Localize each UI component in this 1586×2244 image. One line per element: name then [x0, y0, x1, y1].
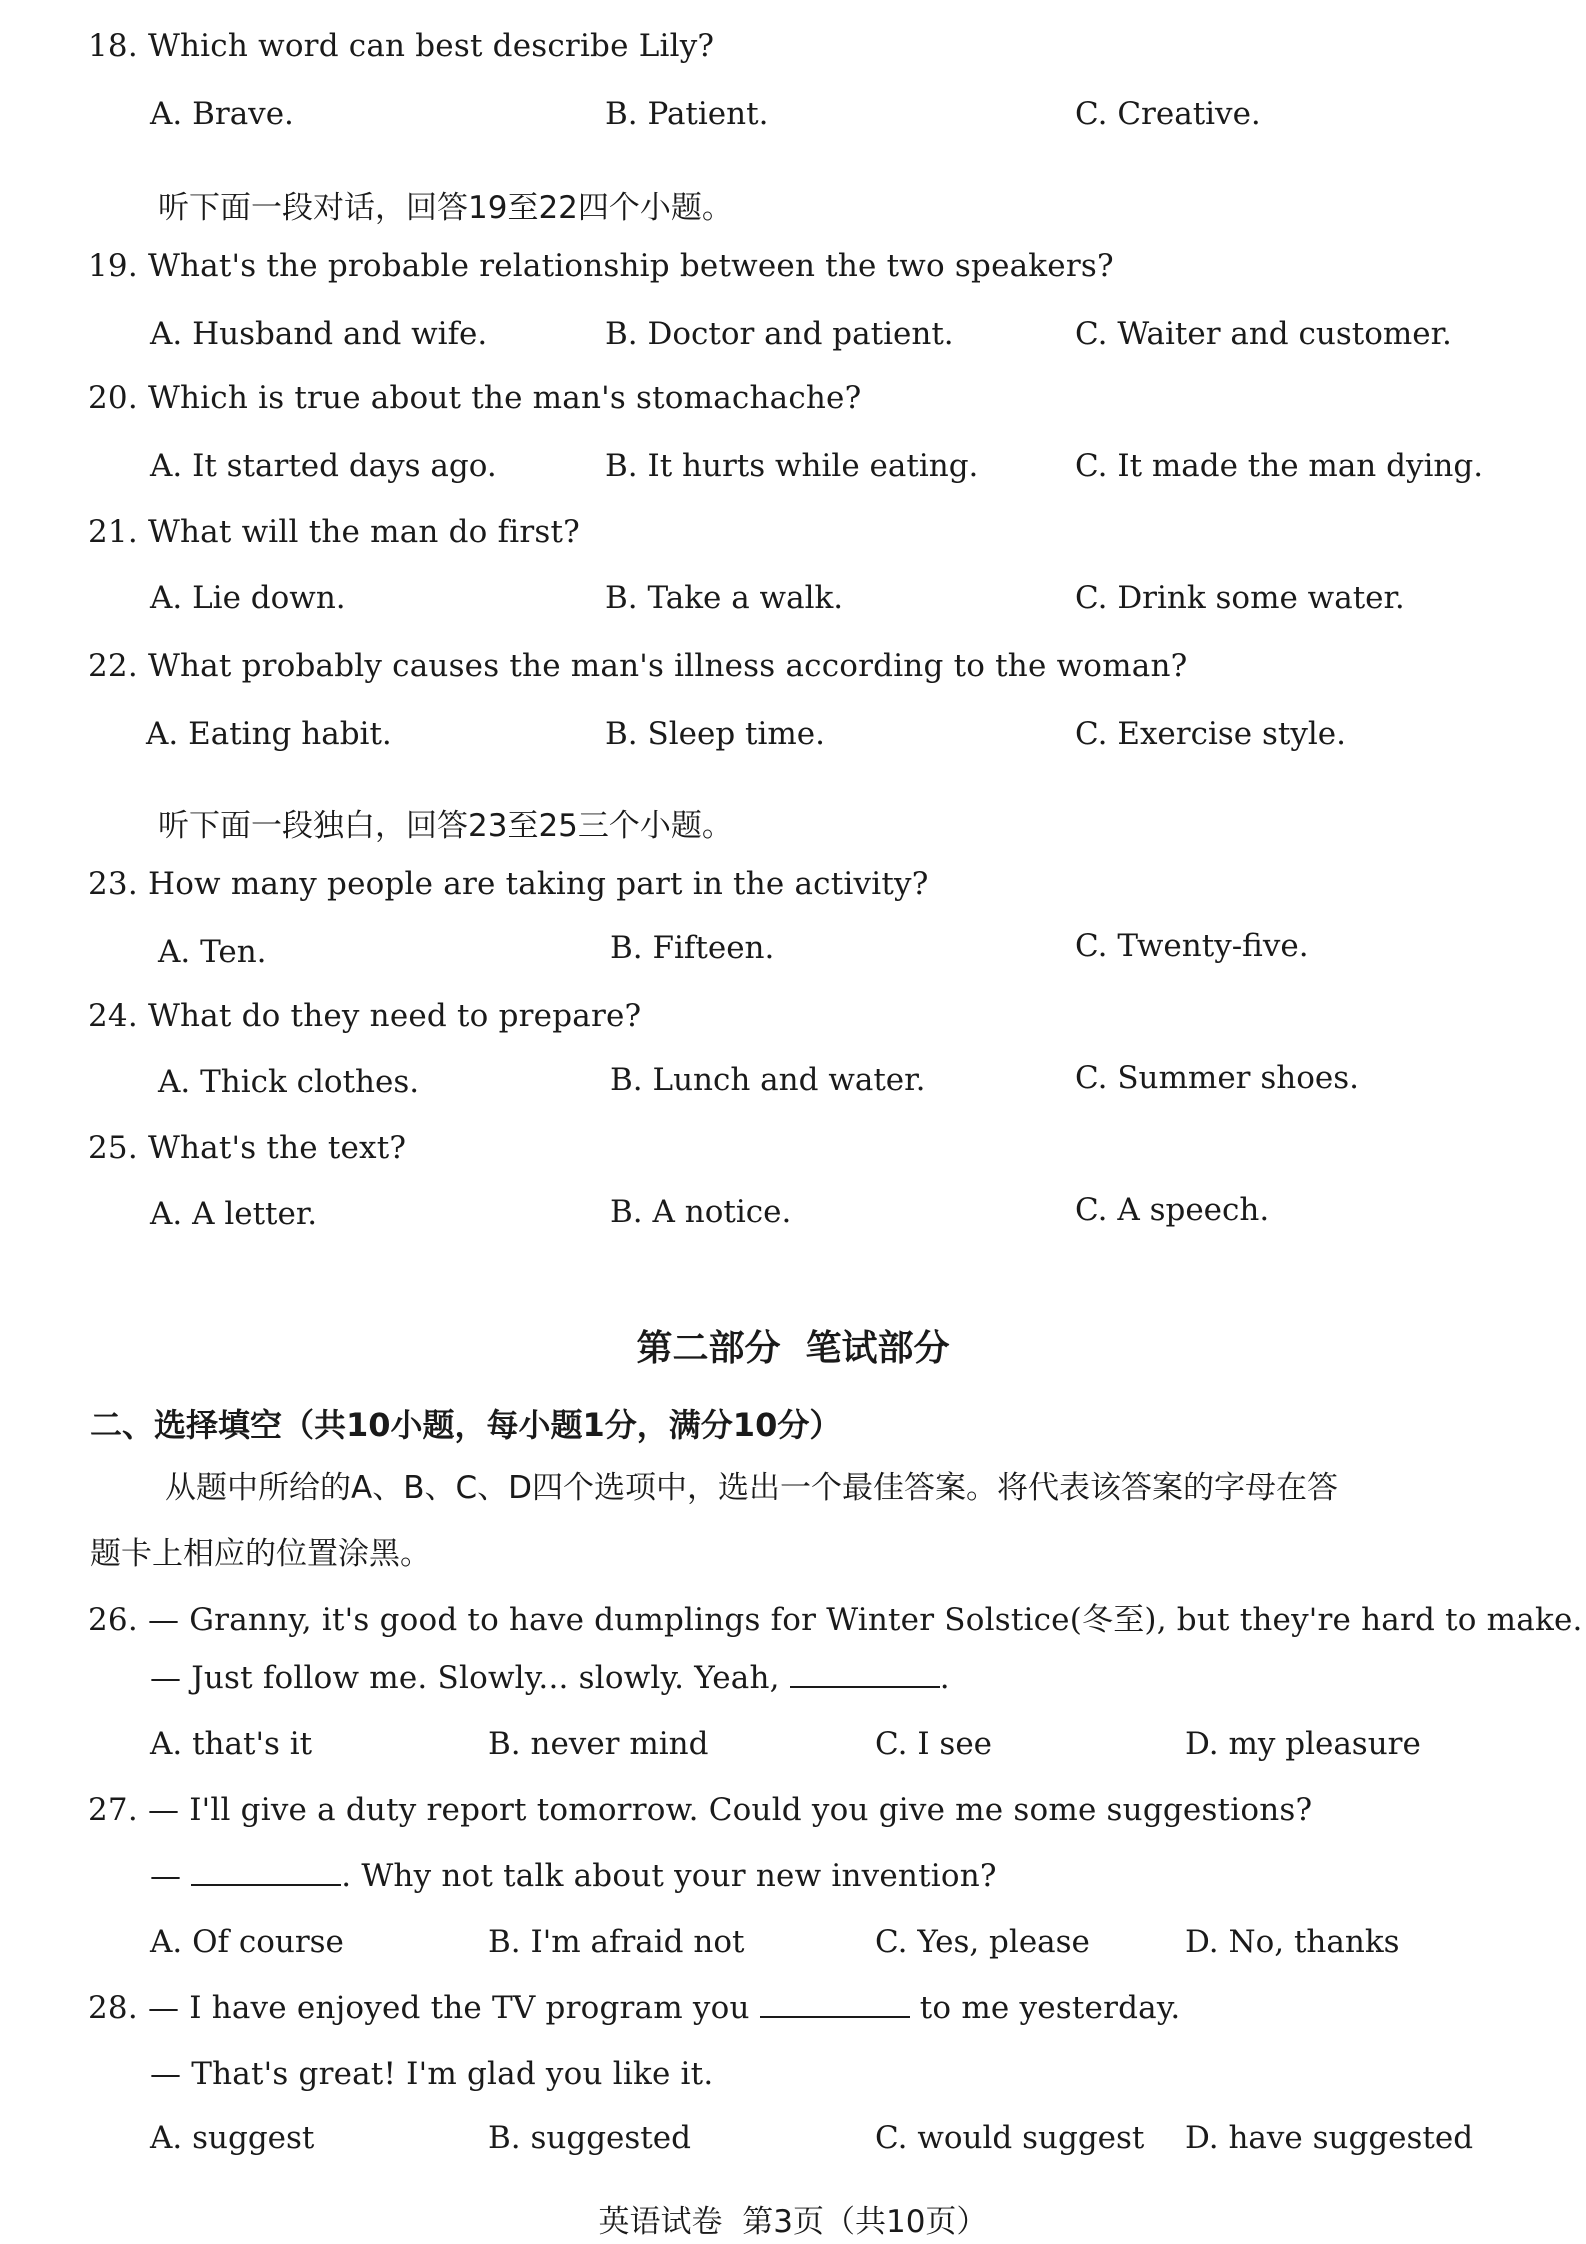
- question-18-stem: 18. Which word can best describe Lily?: [88, 28, 715, 64]
- question-23-option-a: A. Ten.: [158, 934, 267, 970]
- question-20-option-c: C. It made the man dying.: [1075, 448, 1484, 484]
- question-27-line2-before: —: [150, 1858, 182, 1894]
- page-footer: 英语试卷 第3页（共10页）: [598, 2204, 988, 2240]
- question-28-option-a: A. suggest: [150, 2120, 315, 2156]
- question-21-option-c: C. Drink some water.: [1075, 580, 1405, 616]
- question-23-option-c: C. Twenty-five.: [1075, 928, 1309, 964]
- question-18-option-b: B. Patient.: [605, 96, 769, 132]
- question-25-option-b: B. A notice.: [610, 1194, 792, 1230]
- question-27-option-c: C. Yes, please: [875, 1924, 1090, 1960]
- question-22-option-b: B. Sleep time.: [605, 716, 825, 752]
- question-18-option-c: C. Creative.: [1075, 96, 1261, 132]
- question-25-option-c: C. A speech.: [1075, 1192, 1270, 1228]
- question-21-option-a: A. Lie down.: [150, 580, 346, 616]
- question-22-option-c: C. Exercise style.: [1075, 716, 1346, 752]
- answer-blank: [760, 2015, 910, 2018]
- question-26-line2: [150, 1660, 950, 1696]
- question-27-option-b: B. I'm afraid not: [488, 1924, 745, 1960]
- question-26-line2-after: .: [939, 1660, 950, 1696]
- question-20-option-a: A. It started days ago.: [150, 448, 497, 484]
- question-19-option-b: B. Doctor and patient.: [605, 316, 954, 352]
- question-28-option-c: C. would suggest: [875, 2120, 1145, 2156]
- question-26-option-c: C. I see: [875, 1726, 993, 1762]
- question-22-option-a: A. Eating habit.: [146, 716, 392, 752]
- question-26-option-b: B. never mind: [488, 1726, 709, 1762]
- question-19-option-c: C. Waiter and customer.: [1075, 316, 1452, 352]
- question-28-line2: — That's great! I'm glad you like it.: [150, 2056, 714, 2092]
- section-instruction-line2: 题卡上相应的位置涂黑。: [90, 1536, 431, 1572]
- question-25-stem: 25. What's the text?: [88, 1130, 407, 1166]
- question-27-line1: 27. — I'll give a duty report tomorrow. Could you give me some suggestions?: [88, 1792, 1313, 1828]
- question-26-line1: 26. — Granny, it's good to have dumplings for Winter Solstice(冬至), but they're hard to make.: [88, 1602, 1583, 1638]
- question-28-line1-before: 28. — I have enjoyed the TV program you: [88, 1990, 750, 2026]
- question-28-option-b: B. suggested: [488, 2120, 691, 2156]
- question-28-line1-after: to me yesterday.: [919, 1990, 1181, 2026]
- question-28-option-d: D. have suggested: [1185, 2120, 1474, 2156]
- question-27-option-d: D. No, thanks: [1185, 1924, 1400, 1960]
- question-28-line1: [88, 1990, 1181, 2026]
- question-18-option-a: A. Brave.: [150, 96, 294, 132]
- question-23-stem: 23. How many people are taking part in the activity?: [88, 866, 929, 902]
- section-heading: 二、选择填空（共10小题，每小题1分，满分10分）: [90, 1406, 842, 1444]
- question-27-line2: [150, 1858, 997, 1894]
- question-26-option-d: D. my pleasure: [1185, 1726, 1421, 1762]
- question-20-option-b: B. It hurts while eating.: [605, 448, 979, 484]
- question-19-stem: 19. What's the probable relationship between the two speakers?: [88, 248, 1114, 284]
- answer-blank: [790, 1685, 940, 1688]
- question-23-option-b: B. Fifteen.: [610, 930, 775, 966]
- section-instruction-line1: 从题中所给的A、B、C、D四个选项中，选出一个最佳答案。将代表该答案的字母在答: [165, 1470, 1338, 1506]
- instruction-dialogue-19-22: 听下面一段对话，回答19至22四个小题。: [158, 190, 733, 226]
- question-22-stem: 22. What probably causes the man's illness according to the woman?: [88, 648, 1188, 684]
- question-24-option-c: C. Summer shoes.: [1075, 1060, 1359, 1096]
- question-26-line2-before: — Just follow me. Slowly... slowly. Yeah,: [150, 1660, 780, 1696]
- part2-title: 第二部分 笔试部分: [636, 1328, 950, 1369]
- question-20-stem: 20. Which is true about the man's stomachache?: [88, 380, 862, 416]
- question-27-option-a: A. Of course: [150, 1924, 344, 1960]
- instruction-monologue-23-25: 听下面一段独白，回答23至25三个小题。: [158, 808, 733, 844]
- question-25-option-a: A. A letter.: [150, 1196, 318, 1232]
- question-24-option-b: B. Lunch and water.: [610, 1062, 926, 1098]
- question-19-option-a: A. Husband and wife.: [150, 316, 488, 352]
- question-26-option-a: A. that's it: [150, 1726, 313, 1762]
- question-21-option-b: B. Take a walk.: [605, 580, 844, 616]
- question-24-option-a: A. Thick clothes.: [158, 1064, 420, 1100]
- answer-blank: [191, 1883, 341, 1886]
- question-24-stem: 24. What do they need to prepare?: [88, 998, 642, 1034]
- question-27-line2-after: . Why not talk about your new invention?: [341, 1858, 997, 1894]
- question-21-stem: 21. What will the man do first?: [88, 514, 580, 550]
